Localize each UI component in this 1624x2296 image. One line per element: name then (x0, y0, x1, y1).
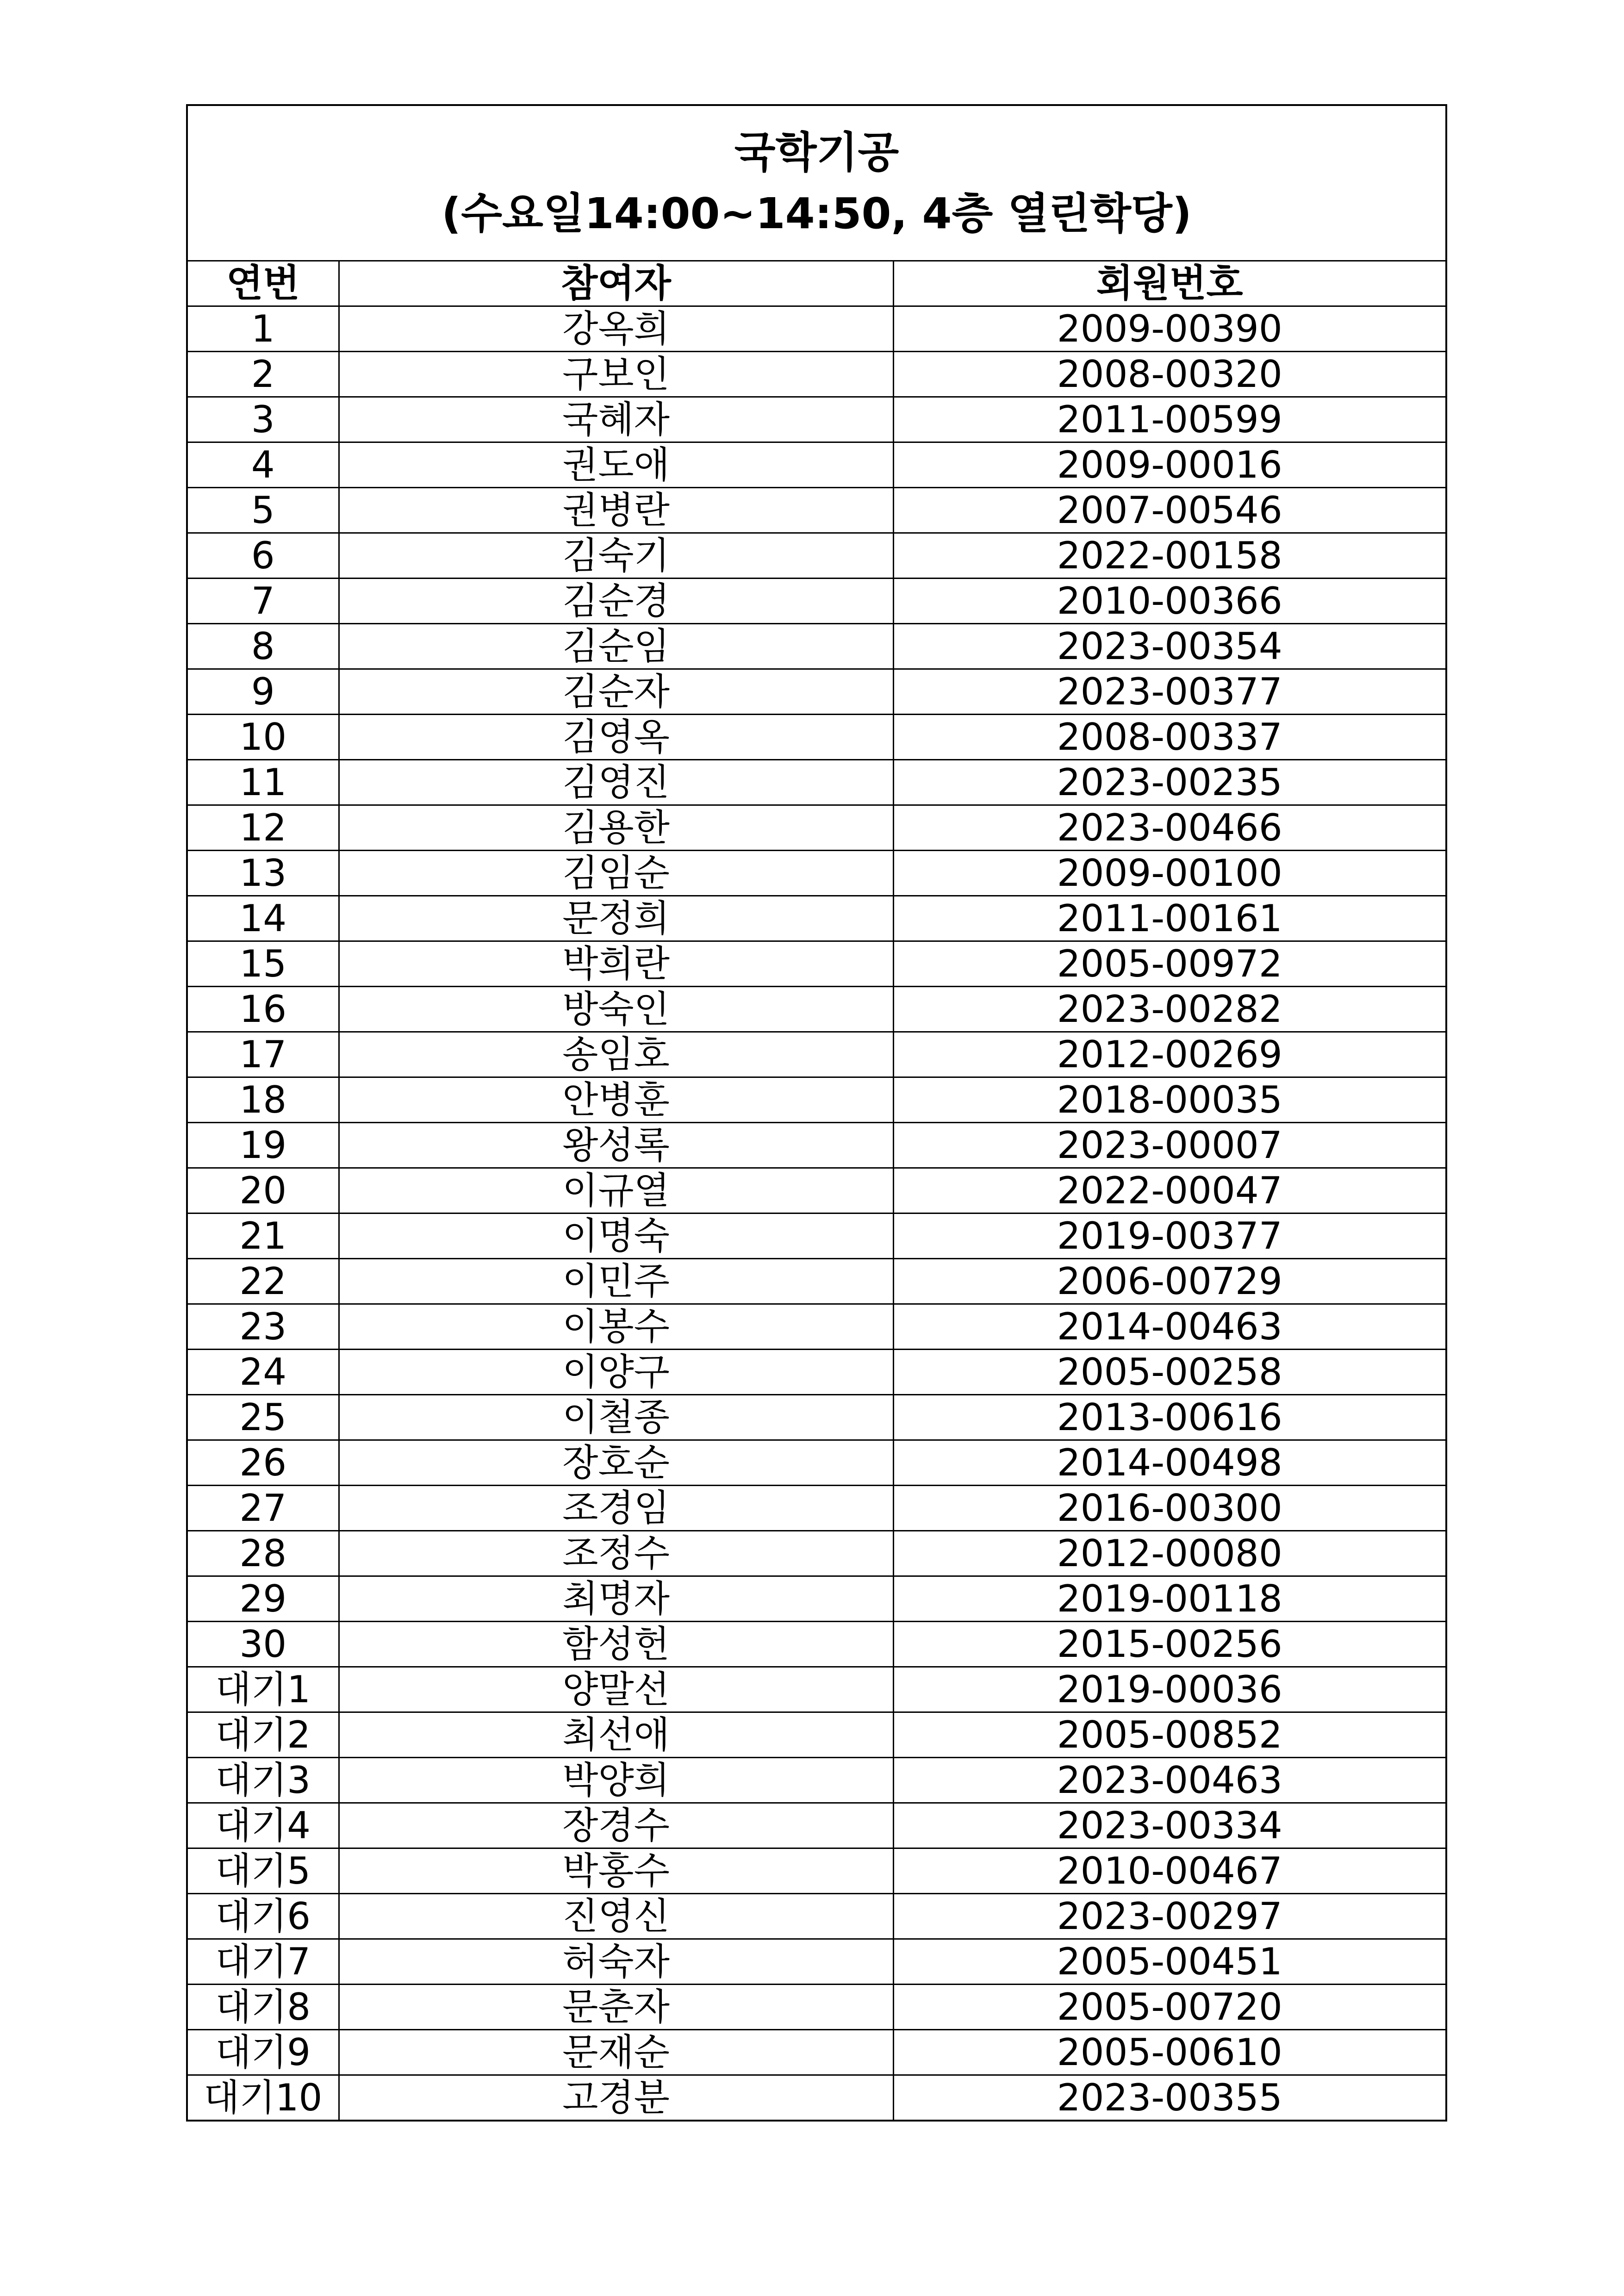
member-id: 2014-00498 (893, 1440, 1445, 1486)
member-id: 2007-00546 (893, 488, 1445, 533)
table-row (188, 1032, 1445, 1077)
participant-name: 조정수 (339, 1531, 893, 1576)
page-subtitle: (수요일14:00~14:50, 4층 열린학당) (442, 188, 1192, 238)
row-number: 7 (188, 579, 339, 624)
participant-name: 이명숙 (339, 1213, 893, 1259)
table-row (188, 533, 1445, 579)
participant-name: 문춘자 (339, 1985, 893, 2030)
table-row (188, 1712, 1445, 1758)
member-id: 2005-00610 (893, 2030, 1445, 2075)
table-row (188, 488, 1445, 533)
participant-name: 고경분 (339, 2075, 893, 2120)
row-number: 28 (188, 1531, 339, 1576)
row-number: 대기10 (188, 2075, 339, 2120)
participant-name: 김용한 (339, 805, 893, 851)
member-id: 2005-00720 (893, 1985, 1445, 2030)
table-row (188, 1213, 1445, 1259)
table-body (188, 306, 1445, 2120)
title-block (188, 106, 1445, 261)
participant-name: 김영진 (339, 760, 893, 805)
participant-name: 왕성록 (339, 1123, 893, 1168)
table-row (188, 1894, 1445, 1939)
header-number: 연번 (188, 261, 339, 306)
row-number: 12 (188, 805, 339, 851)
row-number: 대기7 (188, 1939, 339, 1985)
table-row (188, 2030, 1445, 2075)
member-id: 2014-00463 (893, 1304, 1445, 1350)
table-row (188, 669, 1445, 715)
table-row (188, 306, 1445, 352)
participant-name: 함성헌 (339, 1622, 893, 1667)
participant-name: 이규열 (339, 1168, 893, 1213)
participant-name: 권병란 (339, 488, 893, 533)
table-row (188, 941, 1445, 987)
row-number: 11 (188, 760, 339, 805)
participant-name: 양말선 (339, 1667, 893, 1712)
row-number: 25 (188, 1395, 339, 1440)
participant-name: 김임순 (339, 851, 893, 896)
participant-name: 박양희 (339, 1758, 893, 1803)
participant-name: 진영신 (339, 1894, 893, 1939)
table-row (188, 1395, 1445, 1440)
participant-name: 안병훈 (339, 1077, 893, 1123)
table-row (188, 987, 1445, 1032)
table-row (188, 1486, 1445, 1531)
row-number: 22 (188, 1259, 339, 1304)
row-number: 대기8 (188, 1985, 339, 2030)
member-id: 2023-00354 (893, 624, 1445, 669)
member-id: 2022-00047 (893, 1168, 1445, 1213)
member-id: 2023-00297 (893, 1894, 1445, 1939)
member-id: 2005-00972 (893, 941, 1445, 987)
member-id: 2009-00390 (893, 306, 1445, 352)
row-number: 19 (188, 1123, 339, 1168)
participant-name: 송임호 (339, 1032, 893, 1077)
row-number: 3 (188, 397, 339, 442)
row-number: 14 (188, 896, 339, 941)
member-id: 2023-00463 (893, 1758, 1445, 1803)
table-row (188, 1848, 1445, 1894)
participant-name: 방숙인 (339, 987, 893, 1032)
participant-name: 조경임 (339, 1486, 893, 1531)
table-row (188, 1939, 1445, 1985)
member-id: 2005-00852 (893, 1712, 1445, 1758)
table-row (188, 805, 1445, 851)
table-row (188, 1531, 1445, 1576)
participant-name: 박홍수 (339, 1848, 893, 1894)
member-id: 2023-00466 (893, 805, 1445, 851)
member-id: 2023-00282 (893, 987, 1445, 1032)
member-id: 2008-00320 (893, 352, 1445, 397)
table-row (188, 1576, 1445, 1622)
member-id: 2011-00599 (893, 397, 1445, 442)
participant-name: 최선애 (339, 1712, 893, 1758)
row-number: 30 (188, 1622, 339, 1667)
participant-name: 권도애 (339, 442, 893, 488)
table-row (188, 397, 1445, 442)
member-id: 2023-00334 (893, 1803, 1445, 1848)
member-id: 2012-00269 (893, 1032, 1445, 1077)
table-row (188, 352, 1445, 397)
row-number: 9 (188, 669, 339, 715)
table-row (188, 1123, 1445, 1168)
row-number: 4 (188, 442, 339, 488)
page-title: 국학기공 (734, 127, 899, 177)
row-number: 6 (188, 533, 339, 579)
row-number: 대기6 (188, 1894, 339, 1939)
member-id: 2008-00337 (893, 715, 1445, 760)
member-id: 2018-00035 (893, 1077, 1445, 1123)
table-row (188, 1803, 1445, 1848)
member-id: 2015-00256 (893, 1622, 1445, 1667)
member-id: 2012-00080 (893, 1531, 1445, 1576)
member-id: 2019-00377 (893, 1213, 1445, 1259)
participant-name: 김순경 (339, 579, 893, 624)
member-id: 2006-00729 (893, 1259, 1445, 1304)
row-number: 대기2 (188, 1712, 339, 1758)
member-id: 2005-00258 (893, 1350, 1445, 1395)
table-row (188, 896, 1445, 941)
row-number: 2 (188, 352, 339, 397)
participant-name: 김순임 (339, 624, 893, 669)
table-row (188, 1259, 1445, 1304)
table-row (188, 715, 1445, 760)
member-id: 2010-00366 (893, 579, 1445, 624)
table-row (188, 1440, 1445, 1486)
row-number: 대기1 (188, 1667, 339, 1712)
member-id: 2019-00118 (893, 1576, 1445, 1622)
table-row (188, 2075, 1445, 2120)
member-id: 2019-00036 (893, 1667, 1445, 1712)
row-number: 18 (188, 1077, 339, 1123)
participant-name: 허숙자 (339, 1939, 893, 1985)
table-row (188, 760, 1445, 805)
row-number: 17 (188, 1032, 339, 1077)
row-number: 8 (188, 624, 339, 669)
table-row (188, 1758, 1445, 1803)
table-row (188, 1304, 1445, 1350)
participant-name: 박희란 (339, 941, 893, 987)
member-id: 2023-00235 (893, 760, 1445, 805)
table-row (188, 1622, 1445, 1667)
row-number: 1 (188, 306, 339, 352)
member-id: 2009-00100 (893, 851, 1445, 896)
row-number: 27 (188, 1486, 339, 1531)
participant-name: 이봉수 (339, 1304, 893, 1350)
participant-name: 최명자 (339, 1576, 893, 1622)
row-number: 20 (188, 1168, 339, 1213)
header-member-id: 회원번호 (893, 261, 1445, 306)
member-id: 2022-00158 (893, 533, 1445, 579)
participant-name: 문재순 (339, 2030, 893, 2075)
participant-name: 장경수 (339, 1803, 893, 1848)
row-number: 15 (188, 941, 339, 987)
member-id: 2023-00007 (893, 1123, 1445, 1168)
table-row (188, 851, 1445, 896)
row-number: 대기9 (188, 2030, 339, 2075)
row-number: 대기5 (188, 1848, 339, 1894)
member-id: 2009-00016 (893, 442, 1445, 488)
row-number: 대기3 (188, 1758, 339, 1803)
table-row (188, 1667, 1445, 1712)
row-number: 29 (188, 1576, 339, 1622)
row-number: 21 (188, 1213, 339, 1259)
member-id: 2023-00355 (893, 2075, 1445, 2120)
member-id: 2011-00161 (893, 896, 1445, 941)
participant-name: 이양구 (339, 1350, 893, 1395)
participant-name: 국혜자 (339, 397, 893, 442)
participant-name: 이철종 (339, 1395, 893, 1440)
attendance-sheet (186, 104, 1447, 2122)
participant-name: 김숙기 (339, 533, 893, 579)
participant-name: 강옥희 (339, 306, 893, 352)
row-number: 13 (188, 851, 339, 896)
row-number: 24 (188, 1350, 339, 1395)
member-id: 2023-00377 (893, 669, 1445, 715)
row-number: 16 (188, 987, 339, 1032)
header-participant: 참여자 (339, 261, 893, 306)
participant-name: 김영옥 (339, 715, 893, 760)
participant-name: 이민주 (339, 1259, 893, 1304)
member-id: 2013-00616 (893, 1395, 1445, 1440)
participant-name: 구보인 (339, 352, 893, 397)
row-number: 5 (188, 488, 339, 533)
table-row (188, 1985, 1445, 2030)
row-number: 대기4 (188, 1803, 339, 1848)
participant-table (188, 261, 1445, 2120)
row-number: 23 (188, 1304, 339, 1350)
table-header-row (188, 261, 1445, 306)
table-row (188, 1350, 1445, 1395)
member-id: 2016-00300 (893, 1486, 1445, 1531)
row-number: 26 (188, 1440, 339, 1486)
table-row (188, 579, 1445, 624)
table-row (188, 1077, 1445, 1123)
participant-name: 장호순 (339, 1440, 893, 1486)
participant-name: 문정희 (339, 896, 893, 941)
table-row (188, 1168, 1445, 1213)
member-id: 2010-00467 (893, 1848, 1445, 1894)
table-row (188, 624, 1445, 669)
row-number: 10 (188, 715, 339, 760)
table-row (188, 442, 1445, 488)
participant-name: 김순자 (339, 669, 893, 715)
member-id: 2005-00451 (893, 1939, 1445, 1985)
